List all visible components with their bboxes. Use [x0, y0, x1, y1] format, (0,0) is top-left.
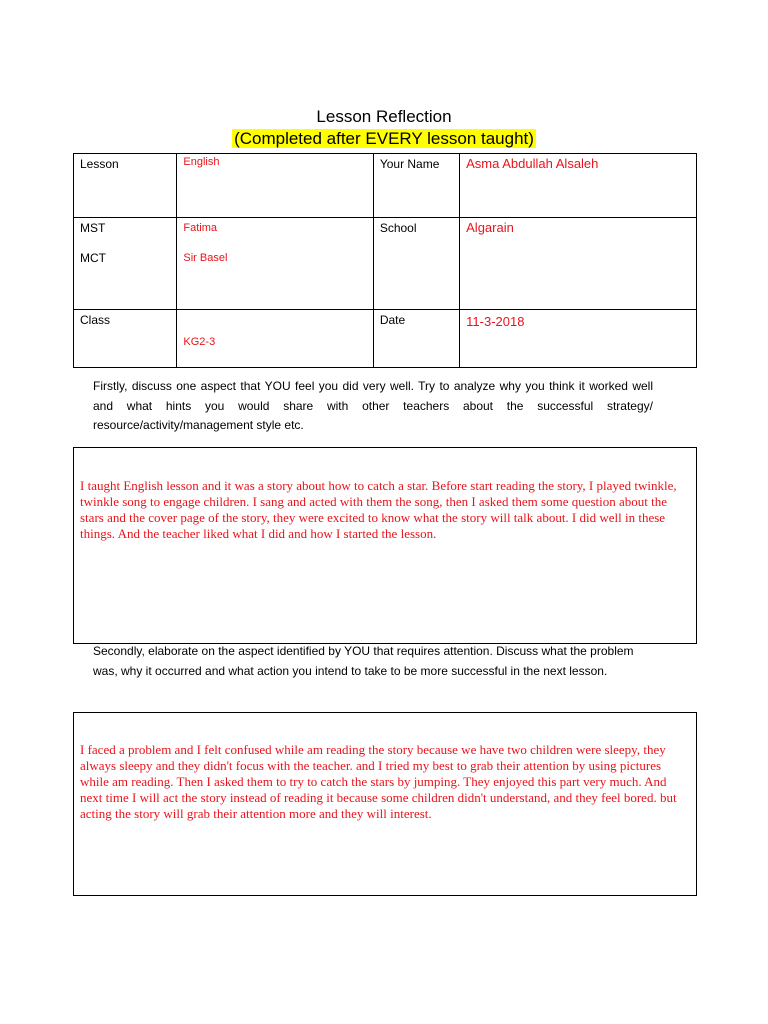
your-name-label: Your Name: [373, 154, 459, 218]
school-label: School: [373, 218, 459, 310]
mst-mct-label-cell: [74, 218, 177, 310]
your-name-value: Asma Abdullah Alsaleh: [460, 154, 697, 218]
class-value-cell: [177, 310, 373, 368]
class-label: Class: [74, 310, 177, 368]
table-row: [74, 310, 697, 368]
section1-answer: I taught English lesson and it was a story about how to catch a star. Before start reading the story, I played twinkle, twinkle song to engage children. I sang and acted with them the song, then I asked them some question about the stars and the cover page of the story, they were excited to know what the story will talk about. I did well in these things. And the teacher liked what I did and how I started the lesson.: [80, 478, 677, 541]
table-row: [74, 218, 697, 310]
class-value: KG2-3: [183, 336, 216, 348]
subtitle-highlight: (Completed after EVERY lesson taught): [234, 129, 534, 148]
section2-prompt: Secondly, elaborate on the aspect identified by YOU that requires attention. Discuss what the problem was, why it occurred and what action you intend to take to be more successful in the next lesson.: [93, 644, 634, 678]
lesson-label: Lesson: [74, 154, 177, 218]
lesson-info-table: [73, 153, 697, 368]
section2-answer: I faced a problem and I felt confused while am reading the story because we have two children were sleepy, they always sleepy and they didn't focus with the teacher. and I tried my best to grab their attention by using pictures while am reading. Then I asked them to try to catch the stars by jumping. They enjoyed this part very much. And next time I will act the story instead of reading it because some children didn't understand, and they feel bored. but acting the story will grab their attention more and they will interest.: [80, 742, 677, 821]
mct-value: Sir Basel: [183, 252, 228, 264]
date-value: 11-3-2018: [460, 310, 697, 368]
lesson-value: English: [177, 154, 373, 218]
school-value: Algarain: [460, 218, 697, 310]
page-title: Lesson Reflection: [316, 107, 452, 126]
mst-label: MST: [80, 221, 106, 235]
mst-mct-value-cell: [177, 218, 373, 310]
mst-value: Fatima: [183, 222, 218, 234]
date-label: Date: [373, 310, 459, 368]
section2-answer-box: [73, 712, 697, 896]
section1-answer-box: [73, 447, 697, 644]
section1-prompt: Firstly, discuss one aspect that YOU feel you did very well. Try to analyze why you think it worked well and what hints you would share with other teachers about the successful strategy/ resource/activity/management style etc.: [93, 379, 653, 432]
table-row: [74, 154, 697, 218]
mct-label: MCT: [80, 251, 106, 265]
page-subtitle: [0, 128, 768, 150]
